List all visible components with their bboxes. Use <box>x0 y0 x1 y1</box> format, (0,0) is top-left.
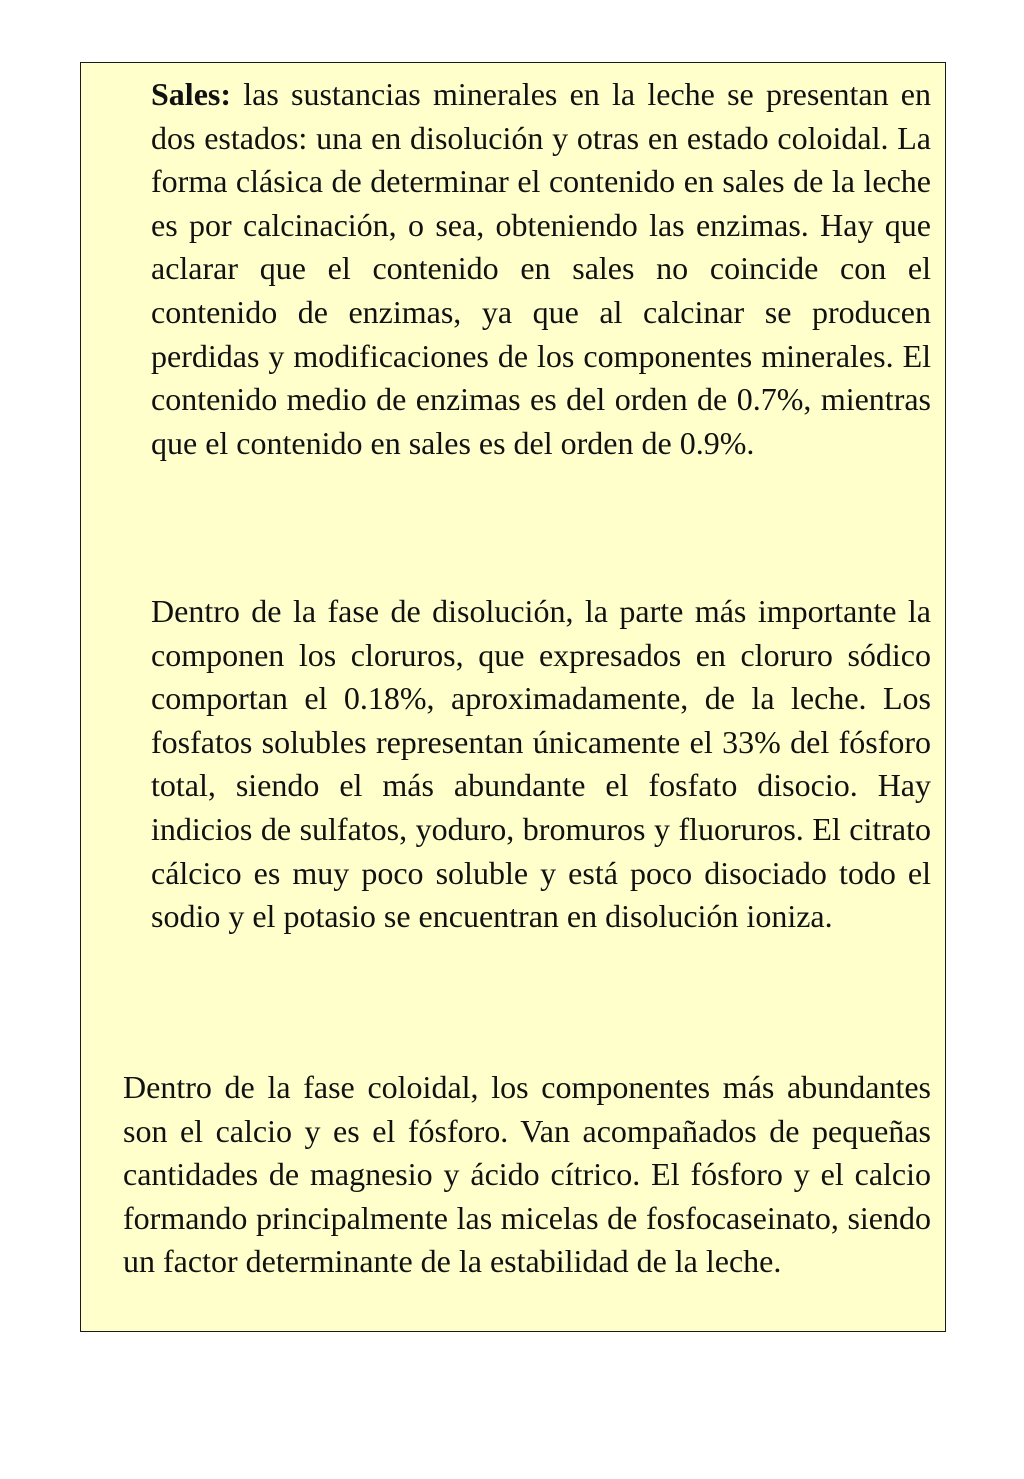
paragraph-coloidal: Dentro de la fase coloidal, los componentes más abundantes son el calcio y es el fósforo. Van acompañados de pequeñas cantidades de magnesio y ácido cítrico. El fósforo y el calcio formando principalmente las micelas de fosfocaseinato, siendo un factor determinante de la estabilidad de la leche. <box>123 1069 931 1280</box>
paragraph-body-sales: las sustancias minerales en la leche se presentan en dos estados: una en disolución y otras en estado coloidal. La forma clásica de determinar el contenido en sales de la leche es por calcinación, o sea, obteniendo las enzimas. Hay que aclarar que el contenido en sales no coincide con el contenido de enzimas, ya que al calcinar se producen perdidas y modificaciones de los componentes minerales. El contenido medio de enzimas es del orden de 0.7%, mientras que el contenido en sales es del orden de 0.9%. <box>151 76 931 461</box>
paragraph-lead-sales: Sales: <box>151 76 231 112</box>
paragraph-sales <box>151 73 931 465</box>
text-box <box>80 62 946 1332</box>
paragraph-disolucion: Dentro de la fase de disolución, la parte más importante la componen los cloruros, que expresados en cloruro sódico comportan el 0.18%, aproximadamente, de la leche. Los fosfatos solubles representan únicamente el 33% del fósforo total, siendo el más abundante el fosfato disocio. Hay indicios de sulfatos, yoduro, bromuros y fluoruros. El citrato cálcico es muy poco soluble y está poco disociado todo el sodio y el potasio se encuentran en disolución ioniza. <box>151 593 931 935</box>
